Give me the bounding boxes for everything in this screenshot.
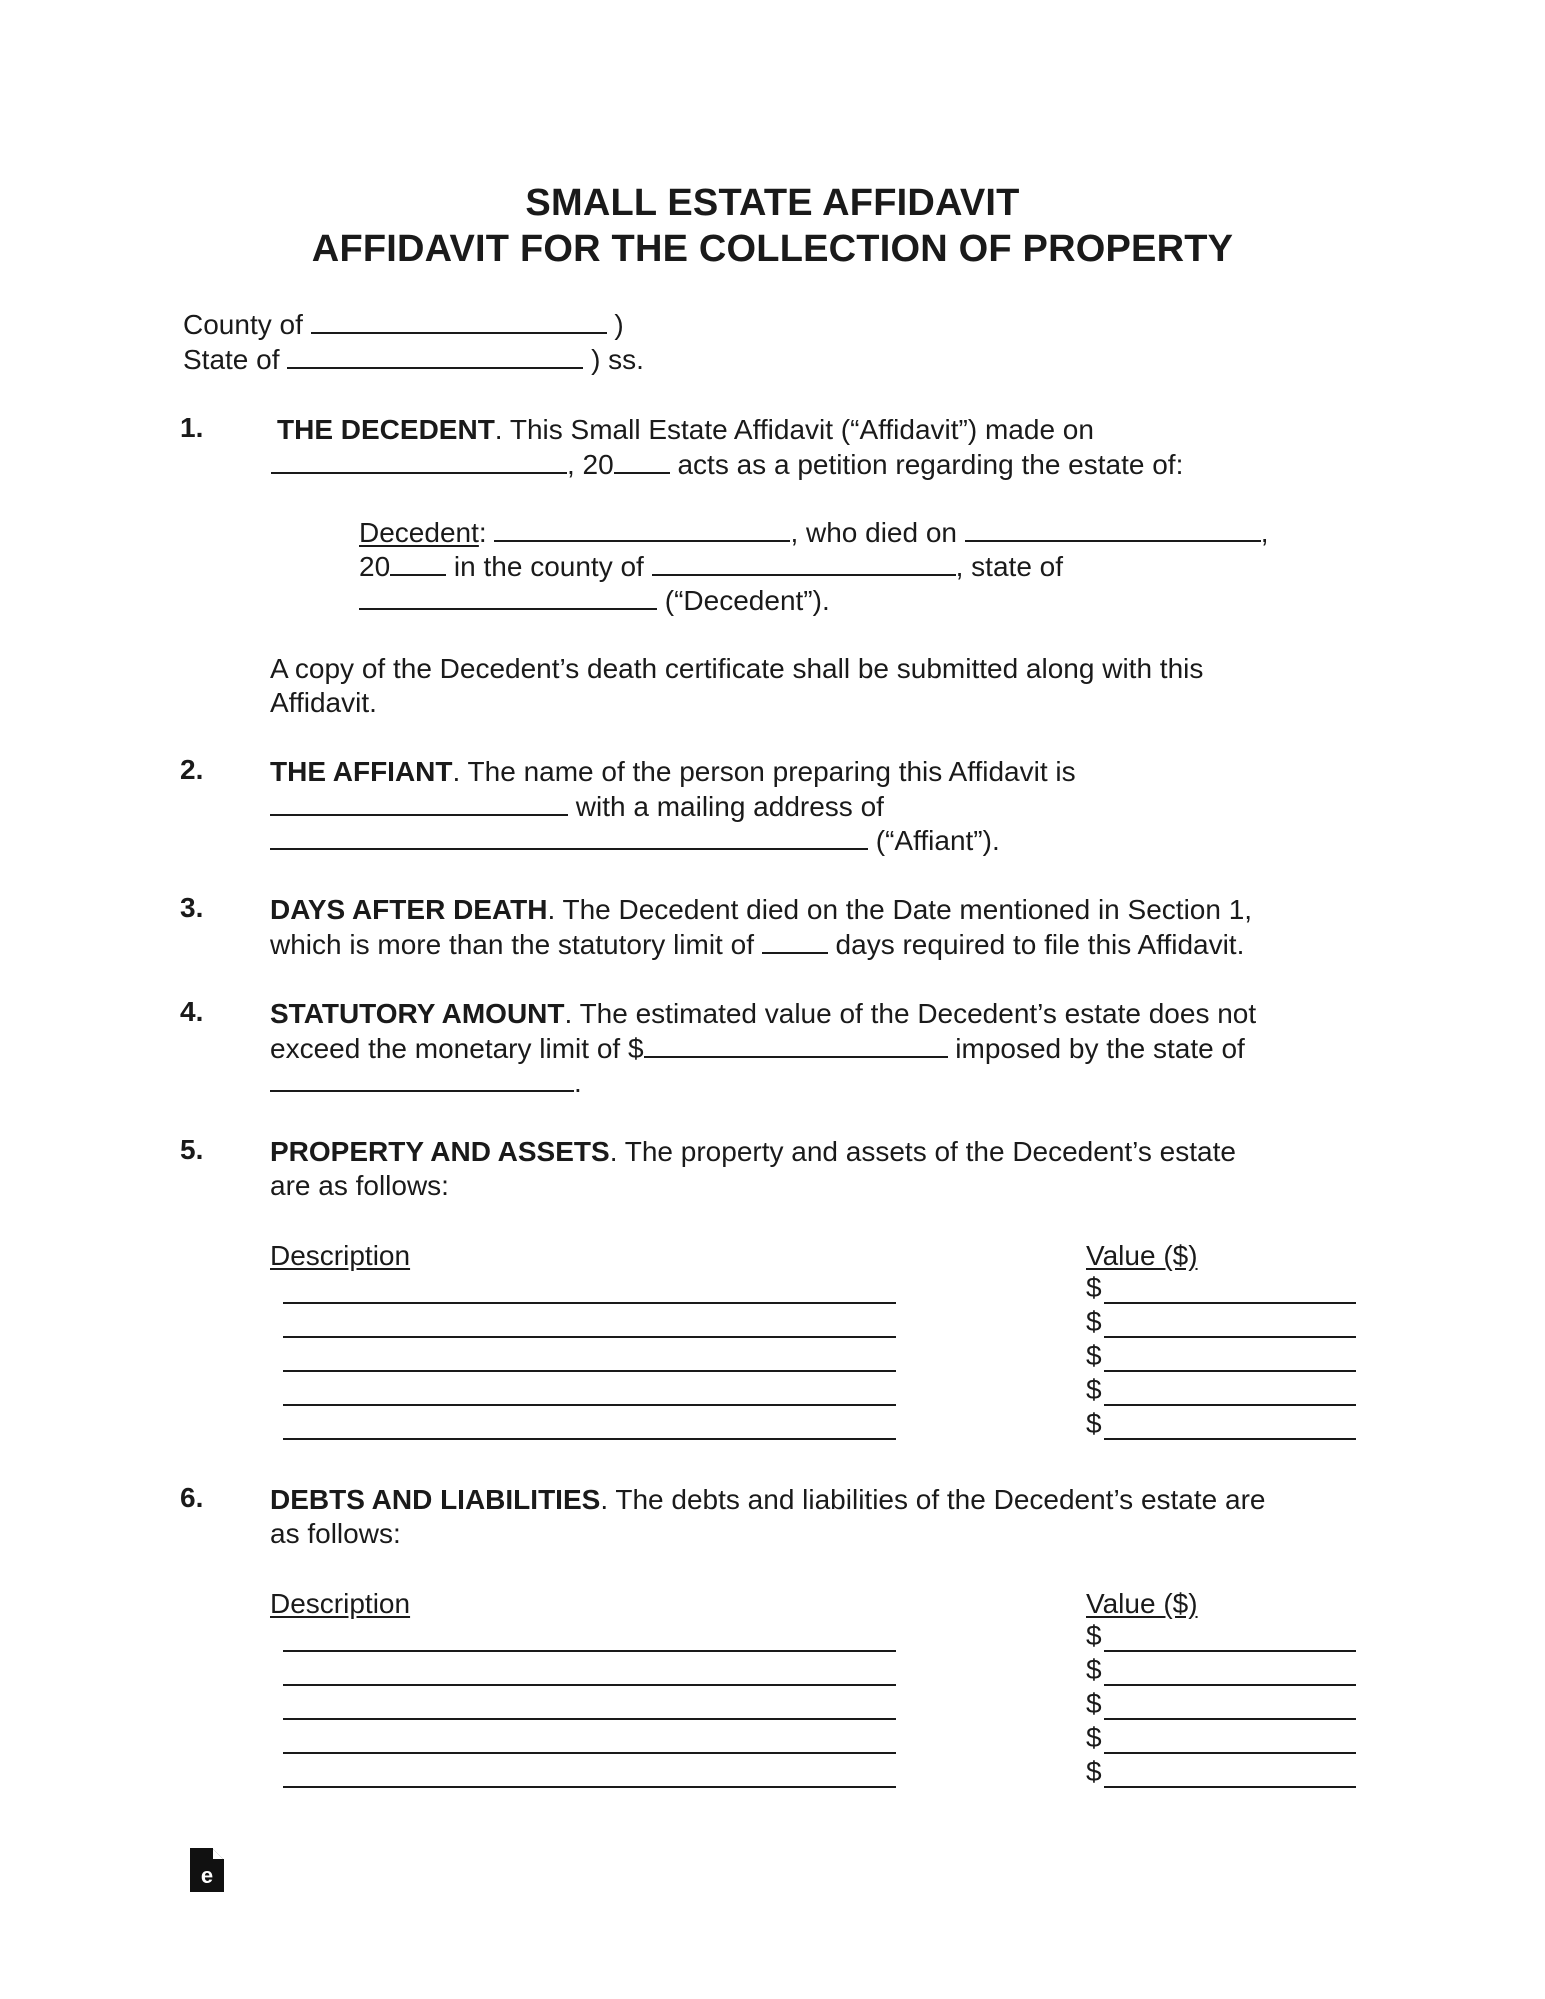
section-1-line-1 bbox=[277, 412, 1094, 447]
section-heading: DAYS AFTER DEATH bbox=[270, 894, 548, 925]
section-text: : bbox=[478, 517, 487, 548]
description-field[interactable] bbox=[283, 1370, 896, 1372]
description-field[interactable] bbox=[283, 1752, 896, 1754]
county-line bbox=[183, 306, 624, 342]
description-column-header: Description bbox=[270, 1240, 411, 1271]
section-text: which is more than the statutory limit of bbox=[270, 929, 754, 960]
section-text: , state of bbox=[955, 551, 1064, 582]
section-text: . The Decedent died on the Date mentioned in Section 1, bbox=[547, 894, 1253, 925]
death-year-field[interactable] bbox=[390, 548, 446, 576]
section-2-line-3 bbox=[270, 822, 1000, 858]
value-field[interactable] bbox=[1104, 1650, 1356, 1652]
decedent-line-2 bbox=[359, 548, 1063, 584]
decedent-name-field[interactable] bbox=[494, 514, 790, 542]
section-text: imposed by the state of bbox=[947, 1033, 1245, 1064]
limit-state-field[interactable] bbox=[270, 1064, 574, 1092]
section-6-line-1 bbox=[270, 1482, 1265, 1517]
section-2-line-2 bbox=[270, 788, 884, 824]
state-line bbox=[183, 341, 644, 377]
section-text: , who died on bbox=[790, 517, 958, 548]
statutory-days-field[interactable] bbox=[762, 926, 828, 954]
county-paren: ) bbox=[614, 309, 624, 340]
currency-symbol: $ bbox=[1086, 1620, 1102, 1651]
value-field[interactable] bbox=[1104, 1336, 1356, 1338]
value-column-header: Value ($) bbox=[1086, 1588, 1198, 1619]
section-text: days required to file this Affidavit. bbox=[827, 929, 1245, 960]
description-column-header: Description bbox=[270, 1588, 411, 1619]
currency-symbol: $ bbox=[1086, 1408, 1102, 1439]
document-subtitle: AFFIDAVIT FOR THE COLLECTION OF PROPERTY bbox=[311, 228, 1234, 270]
value-field[interactable] bbox=[1104, 1718, 1356, 1720]
description-field[interactable] bbox=[283, 1336, 896, 1338]
section-text: with a mailing address of bbox=[568, 791, 884, 822]
section-5-line-2: are as follows: bbox=[270, 1170, 449, 1201]
currency-symbol: $ bbox=[1086, 1272, 1102, 1303]
section-text: (“Decedent”). bbox=[657, 585, 830, 616]
description-field[interactable] bbox=[283, 1650, 896, 1652]
death-county-field[interactable] bbox=[652, 548, 956, 576]
death-certificate-note-2: Affidavit. bbox=[270, 687, 377, 718]
description-field[interactable] bbox=[283, 1684, 896, 1686]
section-6-line-2: as follows: bbox=[270, 1518, 401, 1549]
currency-symbol: $ bbox=[1086, 1654, 1102, 1685]
value-field[interactable] bbox=[1104, 1438, 1356, 1440]
decedent-label: Decedent bbox=[359, 517, 479, 548]
monetary-limit-field[interactable] bbox=[644, 1030, 948, 1058]
section-number: 1. bbox=[180, 412, 204, 443]
state-field[interactable] bbox=[287, 341, 583, 369]
section-text: exceed the monetary limit of $ bbox=[270, 1033, 644, 1064]
decedent-line-3 bbox=[359, 582, 830, 618]
death-certificate-note-1: A copy of the Decedent’s death certificate shall be submitted along with this bbox=[270, 653, 1204, 684]
death-date-field[interactable] bbox=[965, 514, 1261, 542]
affidavit-year-field[interactable] bbox=[614, 446, 670, 474]
section-3-line-2 bbox=[270, 926, 1244, 962]
decedent-line-1 bbox=[359, 514, 1269, 550]
section-heading: THE AFFIANT bbox=[270, 756, 453, 787]
currency-symbol: $ bbox=[1086, 1306, 1102, 1337]
affiant-name-field[interactable] bbox=[270, 788, 568, 816]
currency-symbol: $ bbox=[1086, 1722, 1102, 1753]
currency-symbol: $ bbox=[1086, 1688, 1102, 1719]
section-number: 2. bbox=[180, 754, 204, 785]
section-number: 3. bbox=[180, 892, 204, 923]
section-number: 4. bbox=[180, 996, 204, 1027]
section-heading: DEBTS AND LIABILITIES bbox=[270, 1484, 601, 1515]
document-title: SMALL ESTATE AFFIDAVIT bbox=[525, 182, 1020, 224]
section-text: (“Affiant”). bbox=[868, 825, 1000, 856]
svg-text:e: e bbox=[200, 1863, 214, 1888]
section-text: 20 bbox=[359, 551, 391, 582]
section-text: acts as a petition regarding the estate of: bbox=[669, 449, 1184, 480]
section-text: . The property and assets of the Decedent’s estate bbox=[609, 1136, 1236, 1167]
section-text: . The name of the person preparing this Affidavit is bbox=[452, 756, 1076, 787]
description-field[interactable] bbox=[283, 1302, 896, 1304]
section-text: in the county of bbox=[446, 551, 644, 582]
currency-symbol: $ bbox=[1086, 1374, 1102, 1405]
value-field[interactable] bbox=[1104, 1752, 1356, 1754]
section-1-line-2 bbox=[271, 446, 1183, 482]
section-text: , 20 bbox=[567, 449, 614, 480]
section-2-line-1 bbox=[270, 754, 1076, 789]
section-number: 6. bbox=[180, 1482, 204, 1513]
value-field[interactable] bbox=[1104, 1786, 1356, 1788]
value-column-header: Value ($) bbox=[1086, 1240, 1198, 1271]
eforms-logo-icon bbox=[190, 1848, 224, 1892]
section-4-line-1 bbox=[270, 996, 1256, 1031]
section-4-line-3 bbox=[270, 1064, 582, 1100]
value-field[interactable] bbox=[1104, 1370, 1356, 1372]
description-field[interactable] bbox=[283, 1404, 896, 1406]
state-label: State of bbox=[183, 344, 280, 375]
description-field[interactable] bbox=[283, 1438, 896, 1440]
section-text: . bbox=[574, 1067, 582, 1098]
description-field[interactable] bbox=[283, 1786, 896, 1788]
section-number: 5. bbox=[180, 1134, 204, 1165]
value-field[interactable] bbox=[1104, 1302, 1356, 1304]
value-field[interactable] bbox=[1104, 1684, 1356, 1686]
section-heading: PROPERTY AND ASSETS bbox=[270, 1136, 610, 1167]
county-field[interactable] bbox=[311, 306, 607, 334]
section-4-line-2 bbox=[270, 1030, 1245, 1066]
death-state-field[interactable] bbox=[359, 582, 657, 610]
section-text: . The debts and liabilities of the Decedent’s estate are bbox=[600, 1484, 1266, 1515]
section-text: , bbox=[1260, 517, 1269, 548]
section-text: . The estimated value of the Decedent’s estate does not bbox=[564, 998, 1257, 1029]
description-field[interactable] bbox=[283, 1718, 896, 1720]
section-text: . This Small Estate Affidavit (“Affidavit”) made on bbox=[494, 414, 1094, 445]
currency-symbol: $ bbox=[1086, 1756, 1102, 1787]
state-paren: ) ss. bbox=[591, 344, 644, 375]
county-label: County of bbox=[183, 309, 303, 340]
section-heading: STATUTORY AMOUNT bbox=[270, 998, 565, 1029]
affidavit-date-field[interactable] bbox=[271, 446, 567, 474]
value-field[interactable] bbox=[1104, 1404, 1356, 1406]
section-heading: THE DECEDENT bbox=[277, 414, 495, 445]
affiant-address-field[interactable] bbox=[270, 822, 868, 850]
currency-symbol: $ bbox=[1086, 1340, 1102, 1371]
section-5-line-1 bbox=[270, 1134, 1236, 1169]
section-3-line-1 bbox=[270, 892, 1252, 927]
